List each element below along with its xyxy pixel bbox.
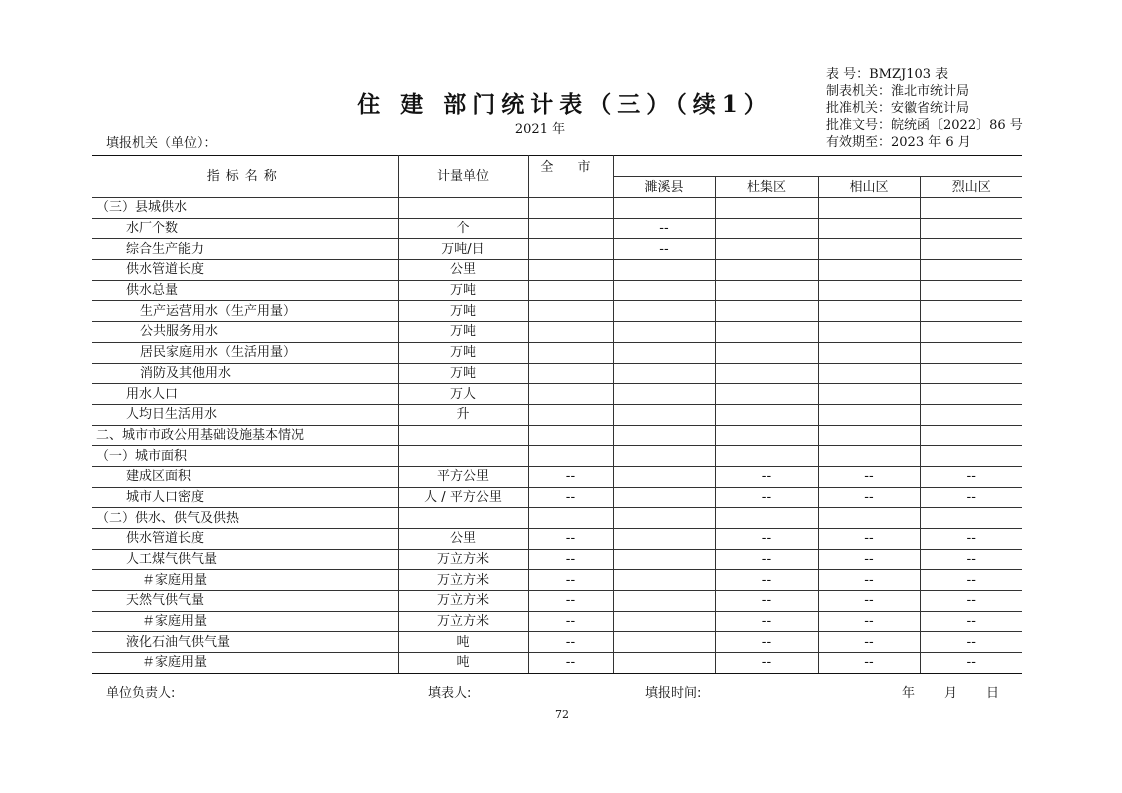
value-cell [528,508,613,529]
value-cell [613,446,715,467]
unit-cell: 万立方米 [398,611,528,632]
value-cell [528,280,613,301]
value-cell [715,322,818,343]
value-cell [818,446,920,467]
approving-authority: 批准机关：安徽省统计局 [826,101,970,116]
indicator-name: 用水人口 [92,384,398,405]
indicator-name: ＃家庭用量 [92,611,398,632]
value-cell: -- [715,570,818,591]
unit-cell: 万吨 [398,322,528,343]
value-cell [920,508,1022,529]
value-cell [818,260,920,281]
value-cell [613,529,715,550]
day-label: 日 [986,686,1000,701]
value-cell: -- [818,591,920,612]
value-cell [818,342,920,363]
page-number: 72 [555,708,569,721]
value-cell: -- [818,466,920,487]
value-cell [715,198,818,219]
value-cell [920,218,1022,239]
indicator-name: 综合生产能力 [92,239,398,260]
value-cell [613,466,715,487]
value-cell: -- [715,591,818,612]
value-cell [715,446,818,467]
unit-cell: 万吨 [398,301,528,322]
unit-cell: 万吨 [398,363,528,384]
value-cell: -- [920,653,1022,674]
table-row [92,446,1022,467]
value-cell [920,322,1022,343]
unit-cell: 个 [398,218,528,239]
indicator-name: 供水管道长度 [92,529,398,550]
value-cell [920,198,1022,219]
indicator-name: 供水管道长度 [92,260,398,281]
indicator-name: 天然气供气量 [92,591,398,612]
form-metadata [826,66,1023,151]
value-cell [920,301,1022,322]
table-row [92,404,1022,425]
value-cell: -- [818,529,920,550]
value-cell: -- [528,549,613,570]
value-cell [528,363,613,384]
value-cell [613,198,715,219]
value-cell [528,218,613,239]
value-cell [613,508,715,529]
indicator-name: 供水总量 [92,280,398,301]
value-cell [613,591,715,612]
unit-cell [398,198,528,219]
value-cell: -- [920,591,1022,612]
indicator-name: 建成区面积 [92,466,398,487]
indicator-name: ＃家庭用量 [92,570,398,591]
value-cell: -- [528,466,613,487]
table-row [92,363,1022,384]
value-cell [920,404,1022,425]
table-row [92,218,1022,239]
page-title: 住 建 部门统计表（三）（续1） [357,91,773,118]
indicator-name: 液化石油气供气量 [92,632,398,653]
value-cell: -- [920,611,1022,632]
indicator-name: 公共服务用水 [92,322,398,343]
value-cell [715,508,818,529]
table-row [92,591,1022,612]
unit-cell: 吨 [398,632,528,653]
value-cell: -- [920,549,1022,570]
indicator-name: （二）供水、供气及供热 [92,508,398,529]
table-row [92,611,1022,632]
value-cell: -- [818,549,920,570]
value-cell [818,322,920,343]
value-cell: -- [613,239,715,260]
value-cell: -- [528,653,613,674]
year-label: 年 [902,686,916,701]
table-row [92,301,1022,322]
reporting-unit-label: 填报机关（单位）： [106,136,217,151]
value-cell [613,487,715,508]
unit-cell: 升 [398,404,528,425]
value-cell [715,301,818,322]
time-label: 填报时间: [645,686,702,701]
value-cell [528,446,613,467]
value-cell [818,384,920,405]
indicator-name: 二、城市市政公用基础设施基本情况 [92,425,398,446]
value-cell [528,404,613,425]
value-cell [613,425,715,446]
value-cell [818,363,920,384]
value-cell [613,653,715,674]
unit-cell: 万吨 [398,280,528,301]
indicator-name: （一）城市面积 [92,446,398,467]
value-cell [818,218,920,239]
value-cell [715,342,818,363]
header-indicator: 指标名称 [92,156,398,198]
value-cell [715,260,818,281]
unit-cell: 万立方米 [398,549,528,570]
value-cell [715,363,818,384]
indicator-name: 生产运营用水（生产用量） [92,301,398,322]
value-cell [528,425,613,446]
table-number: 表 号：BMZJ103 表 [826,67,949,82]
header-district: 杜集区 [715,177,818,198]
indicator-name: 消防及其他用水 [92,363,398,384]
value-cell [613,280,715,301]
value-cell: -- [818,632,920,653]
indicator-name: 水厂个数 [92,218,398,239]
value-cell [613,384,715,405]
value-cell [818,508,920,529]
value-cell [715,425,818,446]
value-cell: -- [715,529,818,550]
table-row [92,570,1022,591]
value-cell: -- [528,632,613,653]
unit-cell [398,508,528,529]
value-cell [920,446,1022,467]
value-cell: -- [528,570,613,591]
unit-cell: 万立方米 [398,591,528,612]
statistics-table [92,155,1022,674]
value-cell [613,342,715,363]
value-cell [818,404,920,425]
approval-document: 批准文号：皖统函〔2022〕86 号 [826,118,1023,133]
table-row [92,487,1022,508]
table-row [92,280,1022,301]
value-cell [920,342,1022,363]
value-cell [613,301,715,322]
indicator-name: ＃家庭用量 [92,653,398,674]
value-cell: -- [528,591,613,612]
value-cell: -- [715,466,818,487]
value-cell [613,549,715,570]
table-row [92,260,1022,281]
value-cell [528,198,613,219]
header-district: 烈山区 [920,177,1022,198]
header-district: 濉溪县 [613,177,715,198]
value-cell: -- [528,487,613,508]
unit-cell: 万立方米 [398,570,528,591]
value-cell: -- [715,653,818,674]
value-cell [715,384,818,405]
unit-cell: 人 / 平方公里 [398,487,528,508]
value-cell: -- [528,529,613,550]
value-cell [528,260,613,281]
value-cell [528,301,613,322]
table-row [92,653,1022,674]
value-cell [920,280,1022,301]
month-label: 月 [944,686,958,701]
value-cell [613,611,715,632]
value-cell [920,384,1022,405]
value-cell [818,301,920,322]
leader-label: 单位负责人: [106,686,176,701]
value-cell: -- [528,611,613,632]
unit-cell: 吨 [398,653,528,674]
value-cell: -- [715,632,818,653]
unit-cell: 万人 [398,384,528,405]
value-cell [818,198,920,219]
value-cell: -- [715,549,818,570]
table-row [92,198,1022,219]
table-row [92,342,1022,363]
valid-until: 有效期至：2023 年 6 月 [826,135,971,150]
header-city: 全 市 [528,156,613,198]
value-cell [528,239,613,260]
table-row [92,632,1022,653]
indicator-name: 城市人口密度 [92,487,398,508]
unit-cell [398,425,528,446]
value-cell: -- [613,218,715,239]
value-cell [920,425,1022,446]
value-cell: -- [920,632,1022,653]
table-row [92,466,1022,487]
value-cell [818,425,920,446]
value-cell [715,280,818,301]
report-year: 2021 年 [514,122,566,137]
table-row [92,508,1022,529]
value-cell [613,260,715,281]
value-cell: -- [920,466,1022,487]
value-cell: -- [818,487,920,508]
table-row [92,529,1022,550]
value-cell: -- [818,653,920,674]
table-row [92,384,1022,405]
table-row [92,322,1022,343]
indicator-name: 人均日生活用水 [92,404,398,425]
table-row [92,549,1022,570]
value-cell [920,260,1022,281]
unit-cell: 公里 [398,260,528,281]
value-cell [715,239,818,260]
indicator-name: 人工煤气供气量 [92,549,398,570]
unit-cell: 平方公里 [398,466,528,487]
value-cell: -- [715,487,818,508]
value-cell [613,322,715,343]
value-cell [613,363,715,384]
indicator-name: （三）县城供水 [92,198,398,219]
header-unit: 计量单位 [398,156,528,198]
issuing-authority: 制表机关：淮北市统计局 [826,84,970,99]
value-cell [715,404,818,425]
value-cell [715,218,818,239]
table-row [92,425,1022,446]
value-cell: -- [818,611,920,632]
value-cell [613,570,715,591]
value-cell [528,342,613,363]
header-districts-group [613,156,1022,177]
value-cell [613,404,715,425]
value-cell [528,384,613,405]
header-district: 相山区 [818,177,920,198]
value-cell: -- [715,611,818,632]
value-cell: -- [818,570,920,591]
table-row [92,239,1022,260]
unit-cell: 万吨 [398,342,528,363]
value-cell: -- [920,487,1022,508]
value-cell [528,322,613,343]
indicator-name: 居民家庭用水（生活用量） [92,342,398,363]
value-cell [818,280,920,301]
unit-cell [398,446,528,467]
value-cell: -- [920,570,1022,591]
value-cell: -- [920,529,1022,550]
filler-label: 填表人: [428,686,472,701]
unit-cell: 万吨/日 [398,239,528,260]
value-cell [920,239,1022,260]
unit-cell: 公里 [398,529,528,550]
value-cell [613,632,715,653]
value-cell [920,363,1022,384]
value-cell [818,239,920,260]
